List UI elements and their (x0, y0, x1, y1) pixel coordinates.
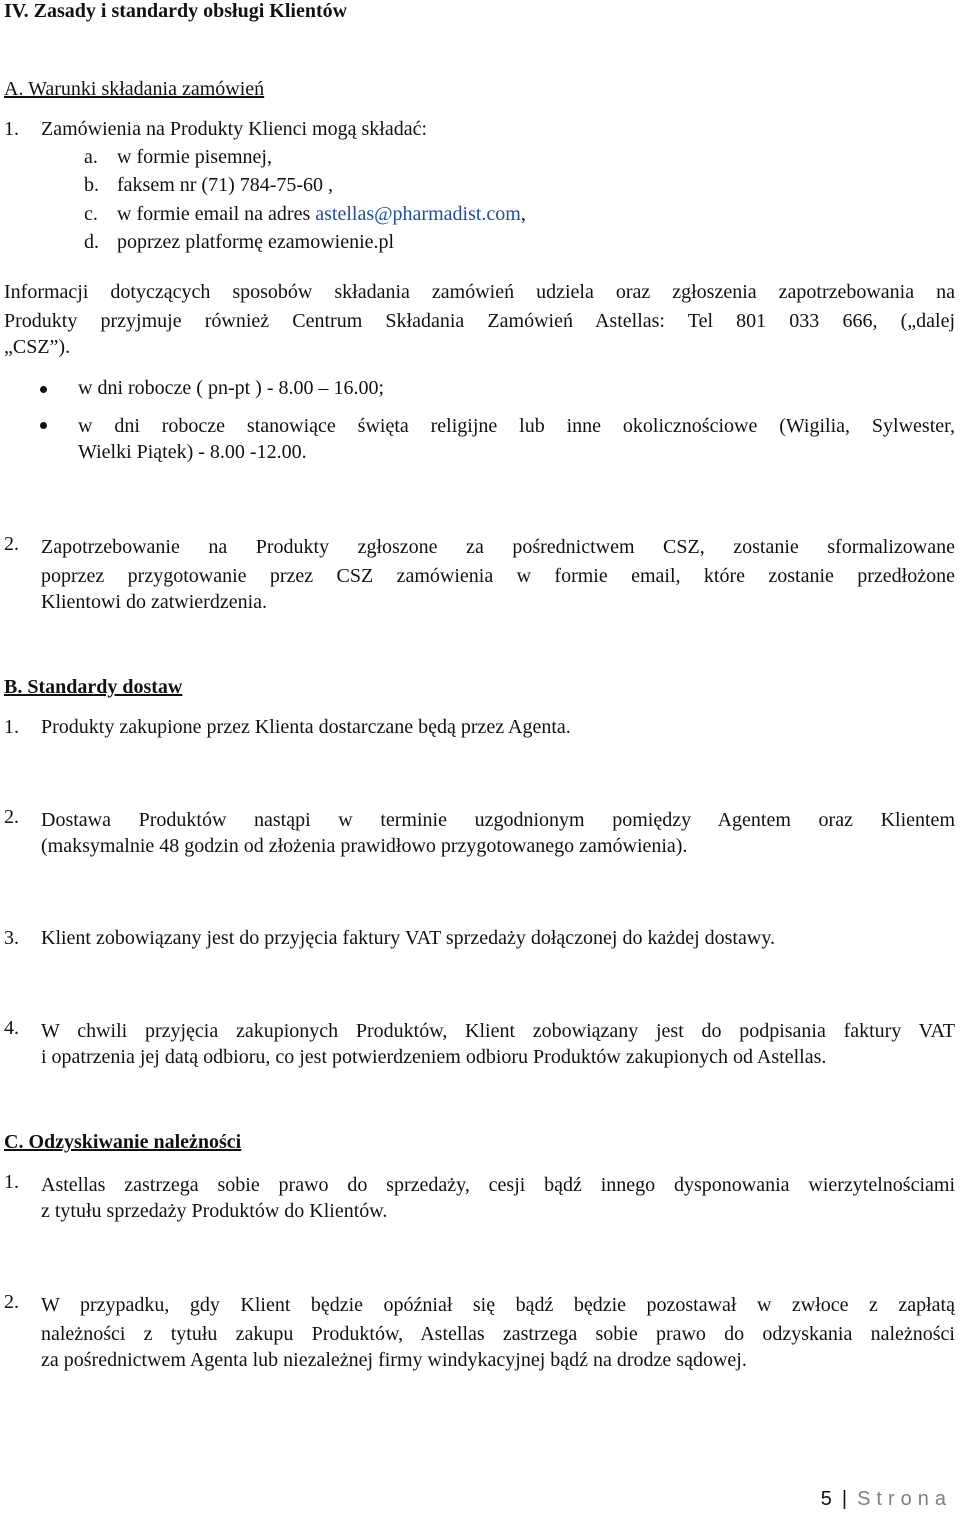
b-item-number: 2. (4, 806, 19, 828)
option-text: poprzez platformę ezamowienie.pl (117, 231, 395, 253)
info-line: Produkty przyjmuje również Centrum Składania Zamówień Astellas: Tel 801 033 666, („dalej (4, 310, 955, 332)
option-letter: a. (84, 146, 98, 168)
b-item-line: Dostawa Produktów nastąpi w terminie uzgodnionym pomiędzy Agentem oraz Klientem (41, 809, 955, 831)
c-item-number: 2. (4, 1291, 19, 1313)
page-number: 5 (820, 1488, 832, 1510)
c-item-line: za pośrednictwem Agenta lub niezależnej firmy windykacyjnej bądź na drodze sądowej. (41, 1349, 747, 1371)
b-item-number: 3. (4, 927, 19, 949)
b-item-line: W chwili przyjęcia zakupionych Produktów, Klient zobowiązany jest do podpisania faktury VAT (41, 1020, 955, 1042)
b-item-number: 4. (4, 1017, 19, 1039)
section-b-title: B. Standardy dostaw (4, 676, 183, 698)
a-item-2-line: Zapotrzebowanie na Produkty zgłoszone za pośrednictwem CSZ, zostanie sformalizowane (41, 536, 955, 558)
hours-item: w dni robocze ( pn-pt ) - 8.00 – 16.00; (78, 377, 385, 399)
section-a-title: A. Warunki składania zamówień (4, 78, 265, 100)
info-line: „CSZ”). (4, 336, 71, 358)
b-item-line: Produkty zakupione przez Klienta dostarczane będą przez Agenta. (41, 716, 571, 738)
option-text-prefix: w formie email na adres (117, 203, 316, 225)
footer-separator: | (841, 1488, 848, 1510)
info-line: Informacji dotyczących sposobów składania zamówień udziela oraz zgłoszenia zapotrzebowania na (4, 281, 955, 303)
c-item-number: 1. (4, 1171, 19, 1193)
hours-item-continued: Wielki Piątek) - 8.00 -12.00. (78, 441, 307, 463)
section-title: IV. Zasady i standardy obsługi Klientów (4, 0, 348, 22)
b-item-line: (maksymalnie 48 godzin od złożenia prawidłowo przygotowanego zamówienia). (41, 835, 688, 857)
section-c-title: C. Odzyskiwanie należności (4, 1131, 242, 1153)
page-word: Strona (857, 1488, 952, 1510)
b-item-number: 1. (4, 716, 19, 738)
option-text: faksem nr (71) 784-75-60 , (117, 174, 334, 196)
b-item-line: i opatrzenia jej datą odbioru, co jest potwierdzeniem odbioru Produktów zakupionych od Astellas. (41, 1046, 827, 1068)
a-item-1-text: Zamówienia na Produkty Klienci mogą składać: (41, 118, 428, 140)
page-footer (821, 1488, 952, 1511)
a-item-1-number: 1. (4, 118, 19, 140)
option-letter: b. (84, 174, 99, 196)
a-item-2-number: 2. (4, 533, 19, 555)
c-item-line: Astellas zastrzega sobie prawo do sprzedaży, cesji bądź innego dysponowania wierzytelnościami (41, 1174, 955, 1196)
bullet-icon (40, 386, 47, 393)
a-item-2-line: poprzez przygotowanie przez CSZ zamówienia w formie email, które zostanie przedłożone (41, 565, 955, 587)
a-item-2-line: Klientowi do zatwierdzenia. (41, 591, 268, 613)
bullet-icon (40, 422, 47, 429)
c-item-line: z tytułu sprzedaży Produktów do Klientów. (41, 1200, 388, 1222)
c-item-line: W przypadku, gdy Klient będzie opóźniał się bądź będzie pozostawał w zwłoce z zapłatą (41, 1294, 955, 1316)
hours-item: w dni robocze stanowiące święta religijne lub inne okolicznościowe (Wigilia, Sylwester, (78, 415, 955, 437)
email-link[interactable]: astellas@pharmadist.com (315, 203, 521, 225)
option-text (117, 203, 526, 226)
c-item-line: należności z tytułu zakupu Produktów, Astellas zastrzega sobie prawo do odzyskania należności (41, 1323, 955, 1345)
option-letter: d. (84, 231, 99, 253)
option-letter: c. (84, 203, 98, 225)
option-text-suffix: , (520, 203, 526, 225)
b-item-line: Klient zobowiązany jest do przyjęcia faktury VAT sprzedaży dołączonej do każdej dostawy. (41, 927, 776, 949)
option-text: w formie pisemnej, (117, 146, 272, 168)
